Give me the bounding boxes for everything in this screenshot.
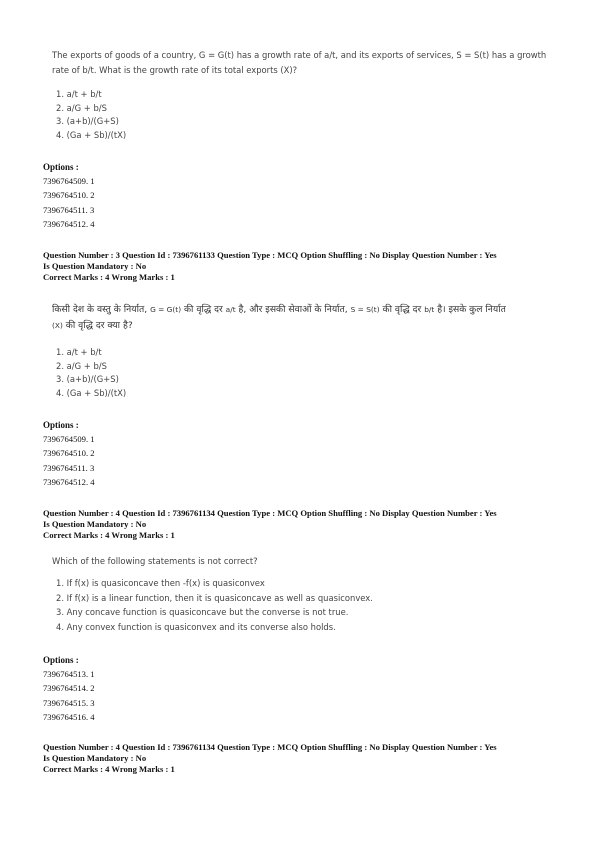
option-id: 7396764511. 3 — [43, 204, 95, 215]
choice-item: 1. a/t + b/t — [56, 89, 102, 99]
option-id: 7396764509. 1 — [43, 434, 95, 444]
option-id: 7396764510. 2 — [43, 448, 95, 459]
meta-line: Question Number : 3 Question Id : 7396761133 Question Type : MCQ Option Shuffling : No Display Question Number : Yes — [43, 250, 497, 260]
option-id: 7396764513. 1 — [43, 669, 95, 679]
option-id: 7396764515. 3 — [43, 697, 95, 708]
meta-line: Correct Marks : 4 Wrong Marks : 1 — [43, 764, 175, 775]
question-text: Which of the following statements is not correct? — [52, 556, 258, 566]
option-id: 7396764510. 2 — [43, 190, 95, 201]
option-id: 7396764516. 4 — [43, 711, 95, 722]
choice-list — [56, 88, 126, 142]
option-id-list — [43, 174, 95, 231]
choice-item: 4. Any convex function is quasiconvex and its converse also holds. — [56, 621, 336, 632]
options-heading: Options : — [43, 162, 79, 172]
meta-line: Correct Marks : 4 Wrong Marks : 1 — [43, 272, 175, 283]
question-line: rate of b/t. What is the growth rate of its total exports (X)? — [52, 65, 298, 75]
option-id: 7396764512. 4 — [43, 218, 95, 229]
option-id: 7396764514. 2 — [43, 683, 95, 694]
choice-item: 3. (a+b)/(G+S) — [56, 374, 119, 385]
choice-item: 3. Any concave function is quasiconcave but the converse is not true. — [56, 607, 349, 618]
meta-line: Is Question Mandatory : No — [43, 261, 147, 272]
options-heading: Options : — [43, 655, 79, 665]
choice-list — [56, 346, 126, 400]
choice-item: 2. If f(x) is a linear function, then it is quasiconcave as well as quasiconvex. — [56, 592, 373, 603]
option-id: 7396764509. 1 — [43, 176, 95, 186]
option-id-list — [43, 432, 95, 489]
option-id: 7396764511. 3 — [43, 462, 95, 473]
choice-item: 4. (Ga + Sb)/(tX) — [56, 129, 127, 140]
option-id: 7396764512. 4 — [43, 476, 95, 487]
choice-item: 1. If f(x) is quasiconcave then -f(x) is quasiconvex — [56, 578, 265, 588]
option-id-list — [43, 667, 95, 724]
meta-line: Is Question Mandatory : No — [43, 753, 147, 764]
question-text-hindi — [52, 302, 577, 334]
choice-item: 1. a/t + b/t — [56, 347, 102, 357]
choice-item: 4. (Ga + Sb)/(tX) — [56, 387, 127, 398]
question-line: किसी देश के वस्तु के निर्यात, G = G(t) की वृद्धि दर a/t है, और इसकी सेवाओं के निर्यात, S = S(t) की वृद्धि दर b/t है। इसके कुल निर्यात — [52, 304, 506, 315]
meta-line: Question Number : 4 Question Id : 7396761134 Question Type : MCQ Option Shuffling : No Display Question Number : Yes — [43, 742, 497, 752]
choice-item: 2. a/G + b/S — [56, 360, 107, 371]
question-meta — [43, 508, 563, 542]
choice-list — [56, 576, 373, 634]
choice-item: 3. (a+b)/(G+S) — [56, 116, 119, 127]
meta-line: Question Number : 4 Question Id : 7396761134 Question Type : MCQ Option Shuffling : No Display Question Number : Yes — [43, 508, 497, 518]
question-meta — [43, 250, 563, 284]
choice-item: 2. a/G + b/S — [56, 102, 107, 113]
question-line: The exports of goods of a country, G = G(t) has a growth rate of a/t, and its exports of services, S = S(t) has a growth — [52, 50, 547, 60]
question-line: (X) की वृद्धि दर क्या है? — [52, 320, 133, 331]
question-text — [52, 48, 572, 78]
question-meta — [43, 742, 563, 776]
meta-line: Is Question Mandatory : No — [43, 519, 147, 530]
options-heading: Options : — [43, 420, 79, 430]
meta-line: Correct Marks : 4 Wrong Marks : 1 — [43, 530, 175, 541]
